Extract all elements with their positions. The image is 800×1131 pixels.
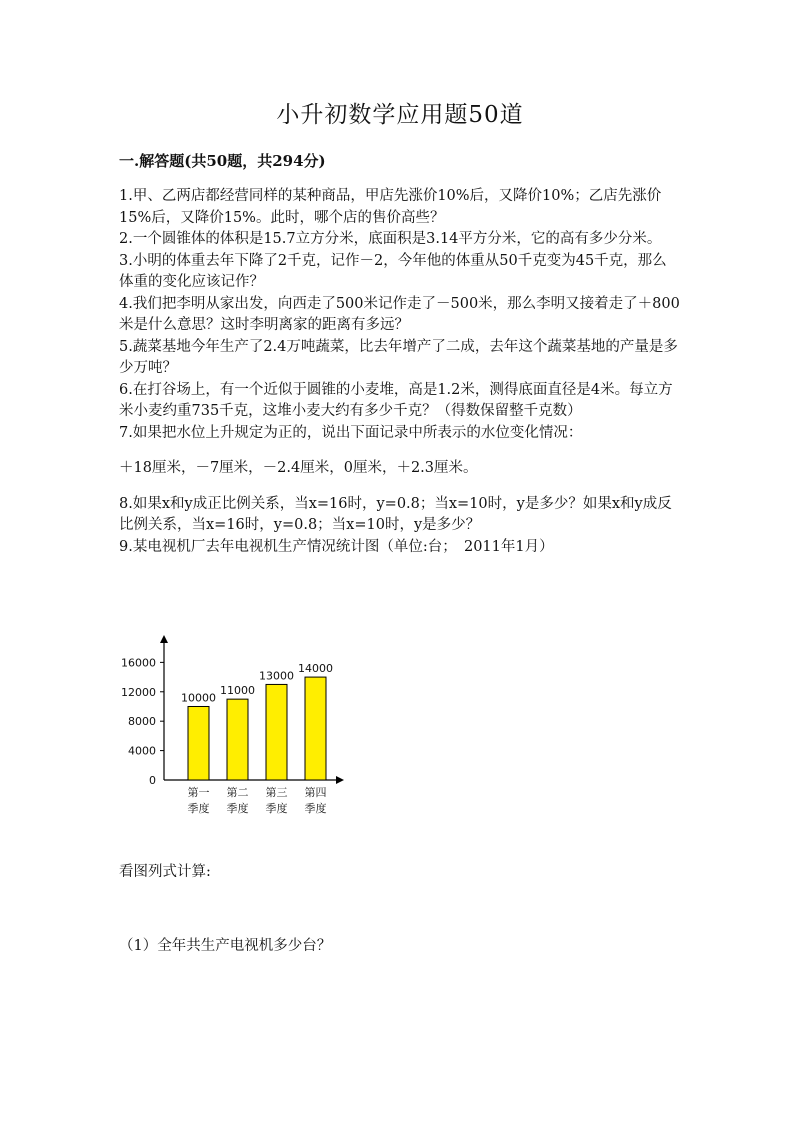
x-axis-arrow (336, 776, 344, 784)
y-tick-label: 4000 (128, 744, 156, 758)
question-7: 7.如果把水位上升规定为正的，说出下面记录中所表示的水位变化情况： (119, 424, 583, 441)
question-9: 9.某电视机厂去年电视机生产情况统计图（单位:台； 2011年1月） (119, 538, 554, 555)
bar-value-label: 13000 (259, 669, 294, 683)
y-tick-label: 12000 (121, 685, 156, 699)
category-label: 第一 (187, 786, 210, 799)
y-tick-label: 16000 (121, 656, 156, 670)
bar (188, 706, 209, 780)
question-5: 5.蔬菜基地今年生产了2.4万吨蔬菜，比去年增产了二成，去年这个蔬菜基地的产量是多少万吨？ (119, 338, 678, 376)
category-label: 第四 (304, 786, 327, 799)
bar-value-label: 11000 (220, 684, 255, 698)
question-8: 8.如果x和y成正比例关系，当x=16时，y=0.8；当x=10时，y是多少？如果x和y成反比例关系，当x=16时，y=0.8；当x=10时，y是多少？ (119, 495, 672, 533)
sub-question-1: （1）全年共生产电视机多少台？ (119, 938, 332, 954)
question-6: 6.在打谷场上，有一个近似于圆锥的小麦堆，高是1.2米，测得底面直径是4米。每立方米小麦约重735千克，这堆小麦大约有多少千克？（得数保留整千克数） (119, 381, 673, 419)
category-label: 第三 (265, 786, 288, 799)
bar-chart (112, 630, 352, 830)
bar (266, 684, 287, 780)
question-4: 4.我们把李明从家出发，向西走了500米记作走了－500米，那么李明又接着走了＋800米是什么意思？这时李明离家的距离有多远？ (119, 295, 680, 333)
question-2: 2.一个圆锥体的体积是15.7立方分米，底面积是3.14平方分米，它的高有多少分米。 (119, 231, 662, 247)
y-axis-arrow (160, 635, 168, 643)
y-tick-label: 0 (149, 774, 156, 787)
bar (227, 699, 248, 780)
bar-value-label: 14000 (298, 662, 333, 676)
bar (305, 677, 326, 780)
category-label: 季度 (304, 802, 327, 815)
page-title: 小升初数学应用题50道 (276, 102, 524, 128)
question-1: 1.甲、乙两店都经营同样的某种商品，甲店先涨价10%后，又降价10%；乙店先涨价15%后，又降价15%。此时，哪个店的售价高些？ (119, 188, 662, 226)
question-7-data: ＋18厘米，－7厘米，－2.4厘米，0厘米，＋2.3厘米。 (119, 460, 478, 476)
category-label: 季度 (265, 802, 288, 815)
instruction-text: 看图列式计算: (119, 864, 211, 880)
category-label: 季度 (187, 802, 210, 815)
category-label: 季度 (226, 802, 249, 815)
category-label: 第二 (226, 786, 249, 799)
question-list (119, 186, 681, 558)
question-3: 3.小明的体重去年下降了2千克，记作－2，今年他的体重从50千克变为45千克，那么体重的变化应该记作？ (119, 252, 667, 290)
y-tick-label: 8000 (128, 715, 156, 729)
section-heading: 一.解答题(共50题，共294分) (119, 152, 326, 170)
bar-value-label: 10000 (181, 691, 216, 705)
